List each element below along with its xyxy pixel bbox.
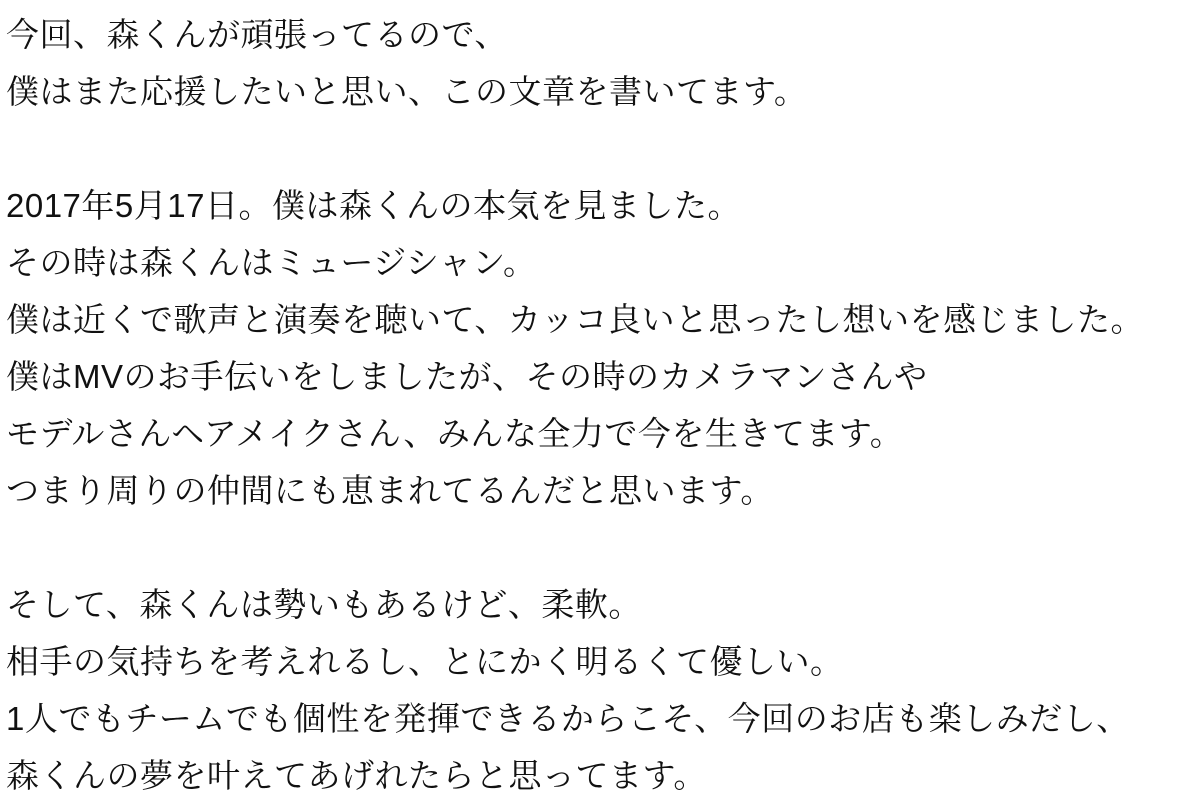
- text-line: その時は森くんはミュージシャン。: [6, 244, 537, 281]
- paragraph-3: [6, 576, 1190, 804]
- paragraph-2: [6, 177, 1190, 519]
- text-line: 僕は近くで歌声と演奏を聴いて、カッコ良いと思ったし想いを感じました。: [6, 301, 1145, 338]
- text-line: 今回、森くんが頑張ってるので、: [6, 16, 508, 53]
- text-line: 2017年5月17日。僕は森くんの本気を見ました。: [6, 187, 741, 224]
- text-line: 1人でもチームでも個性を発揮できるからこそ、今回のお店も楽しみだし、: [6, 700, 1130, 737]
- paragraph-1: [6, 6, 1190, 120]
- text-line: そして、森くんは勢いもあるけど、柔軟。: [6, 586, 642, 623]
- text-line: つまり周りの仲間にも恵まれてるんだと思います。: [6, 472, 774, 509]
- paragraph-spacer: [6, 120, 1190, 177]
- text-line: モデルさんヘアメイクさん、みんな全力で今を生きてます。: [6, 415, 904, 452]
- text-line: 相手の気持ちを考えれるし、とにかく明るくて優しい。: [6, 643, 844, 680]
- text-line: 僕はまた応援したいと思い、この文章を書いてます。: [6, 73, 808, 110]
- paragraph-spacer: [6, 519, 1190, 576]
- text-line: 森くんの夢を叶えてあげれたらと思ってます。: [6, 757, 707, 794]
- text-line: 僕はMVのお手伝いをしましたが、その時のカメラマンさんや: [6, 358, 928, 395]
